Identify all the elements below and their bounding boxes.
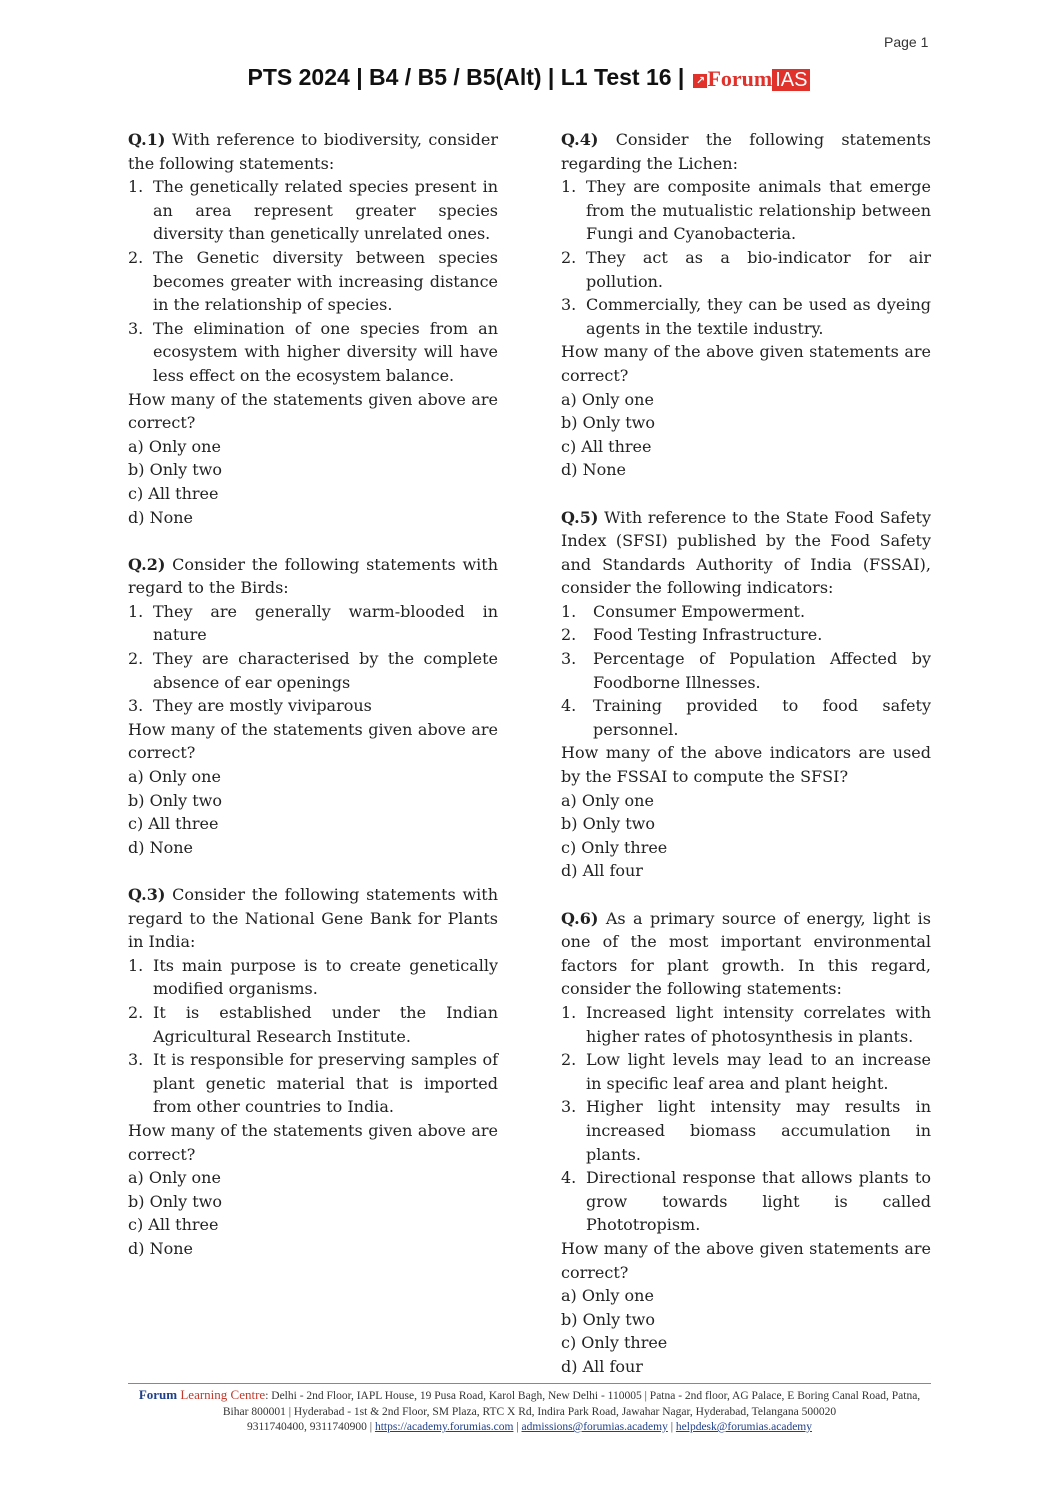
answer-option[interactable]: b) Only two — [561, 413, 655, 433]
question-text: With reference to biodiversity, consider the following statements: — [128, 130, 498, 173]
statement-item — [561, 1166, 931, 1237]
answer-option[interactable]: a) Only one — [128, 436, 221, 456]
statement-number: 3. — [128, 318, 144, 338]
statement-number: 2. — [561, 1050, 577, 1070]
statement-text: The genetically related species present in an area represent greater species diversity than genetically unrelated ones. — [153, 177, 498, 244]
test-title: PTS 2024 | B4 / B5 / B5(Alt) | L1 Test 16 | — [247, 64, 685, 90]
answer-option[interactable]: d) None — [561, 460, 626, 480]
statement-text: It is responsible for preserving samples of plant genetic material that is imported from other countries to India. — [153, 1050, 498, 1117]
question-stem — [128, 553, 498, 600]
statement-number: 1. — [128, 177, 144, 197]
statement-text: Low light levels may lead to an increase in specific leaf area and plant height. — [586, 1050, 931, 1093]
statement-number: 3. — [128, 696, 144, 716]
question-text: Consider the following statements with regard to the Birds: — [128, 554, 498, 598]
statement-number: 3. — [561, 295, 577, 315]
answer-option[interactable]: c) All three — [128, 483, 219, 503]
forumias-logo: ↗ Forum IAS — [693, 66, 810, 92]
question-2 — [128, 553, 498, 860]
question-stem — [128, 883, 498, 954]
answer-option[interactable]: c) All three — [128, 814, 219, 834]
statement-number: 2. — [128, 1002, 144, 1022]
question-number: Q.4) — [561, 130, 599, 149]
question-number: Q.6) — [561, 908, 599, 928]
helpdesk-email-link[interactable]: helpdesk@forumias.academy — [675, 1421, 812, 1433]
question-text: Consider the following statements regarding the Lichen: — [561, 130, 931, 173]
statement-text: Commercially, they can be used as dyeing agents in the textile industry. — [586, 295, 931, 338]
footer-divider — [128, 1383, 931, 1384]
statement-item — [128, 175, 498, 246]
question-prompt: How many of the statements given above are correct? — [128, 389, 498, 433]
statement-item — [561, 175, 931, 246]
question-4 — [561, 128, 931, 482]
question-stem — [561, 506, 931, 600]
question-6 — [561, 907, 931, 1379]
answer-option[interactable]: a) Only one — [561, 389, 654, 409]
statement-number: 2. — [561, 247, 577, 267]
statement-number: 1. — [128, 955, 144, 975]
right-column — [561, 128, 931, 1402]
statement-list — [561, 1001, 931, 1237]
answer-option[interactable]: b) Only two — [128, 460, 222, 480]
statement-text: Increased light intensity correlates with higher rates of photosynthesis in plants. — [586, 1002, 931, 1046]
answer-option[interactable]: b) Only two — [128, 790, 222, 810]
left-column — [128, 128, 498, 1284]
question-prompt: How many of the statements given above are correct? — [128, 1120, 498, 1164]
statement-text: The Genetic diversity between species becomes greater with increasing distance in the relationship of species. — [153, 247, 498, 315]
question-number: Q.1) — [128, 130, 166, 149]
answer-option[interactable]: b) Only two — [128, 1191, 222, 1211]
question-stem — [561, 907, 931, 1001]
statement-item — [128, 1048, 498, 1119]
statement-list — [128, 175, 498, 387]
statement-item — [561, 600, 931, 624]
answer-option[interactable]: d) None — [128, 1238, 193, 1258]
admissions-email-link[interactable]: admissions@forumias.academy — [521, 1421, 668, 1433]
statement-item — [128, 246, 498, 317]
statement-list — [128, 600, 498, 718]
question-number: Q.3) — [128, 885, 166, 904]
statement-list — [128, 954, 498, 1119]
question-prompt: How many of the above indicators are used by the FSSAI to compute the SFSI? — [561, 743, 931, 787]
statement-text: It is established under the Indian Agricultural Research Institute. — [153, 1002, 498, 1046]
statement-text: They are characterised by the complete absence of ear openings — [153, 649, 498, 692]
statement-number: 2. — [128, 247, 144, 267]
question-prompt: How many of the statements given above are correct? — [128, 719, 498, 763]
statement-text: Training provided to food safety personnel. — [593, 696, 931, 739]
answer-option[interactable]: b) Only two — [561, 1309, 655, 1329]
answer-option[interactable]: c) All three — [128, 1215, 219, 1235]
statement-text: They are generally warm-blooded in nature — [153, 601, 498, 645]
statement-text: Directional response that allows plants to grow towards light is called Phototropism. — [586, 1168, 931, 1235]
statement-text: The elimination of one species from an ecosystem with higher diversity will have less effect on the ecosystem balance. — [153, 318, 498, 385]
answer-option[interactable]: b) Only two — [561, 814, 655, 834]
statement-list — [561, 600, 931, 742]
statement-item — [561, 694, 931, 741]
statement-number: 3. — [128, 1050, 144, 1070]
statement-item — [561, 246, 931, 293]
question-stem — [128, 128, 498, 175]
question-5 — [561, 506, 931, 884]
answer-option[interactable]: d) All four — [561, 1356, 643, 1376]
question-stem — [561, 128, 931, 175]
statement-item — [128, 1001, 498, 1048]
statement-number: 3. — [561, 1097, 577, 1117]
question-text: Consider the following statements with regard to the National Gene Bank for Plants in India: — [128, 885, 498, 952]
statement-text: Consumer Empowerment. — [593, 601, 806, 621]
question-1 — [128, 128, 498, 529]
page-header — [0, 64, 1058, 92]
answer-option[interactable]: a) Only one — [561, 790, 654, 810]
statement-item — [561, 1048, 931, 1095]
statement-number: 3. — [561, 649, 577, 669]
page-footer: Forum Learning Centre: Delhi - 2nd Floor, IAPL House, 19 Pusa Road, Karol Bagh, New Delhi - 110005 | Patna - 2nd floor, AG Palace, E Boring Canal Road, Patna, Bihar 800001 | Hyderabad - 1st & 2nd Floor, SM Plaza, RTC X Rd, Indira Park Road, Jawahar Nagar, Hyderabad, Telangana 500020 9311740400, 9311740900 | https://academy.forumias.com | admissions@forumias.academy | helpdesk@forumias.academy — [138, 1387, 921, 1433]
statement-text: Its main purpose is to create genetically modified organisms. — [153, 955, 498, 999]
statement-text: Percentage of Population Affected by Foodborne Illnesses. — [593, 649, 931, 692]
question-number: Q.5) — [561, 507, 599, 527]
statement-item — [128, 954, 498, 1001]
statement-item — [128, 600, 498, 647]
question-number: Q.2) — [128, 554, 166, 574]
statement-text: Food Testing Infrastructure. — [593, 625, 823, 645]
statement-item — [128, 317, 498, 388]
answer-option[interactable]: a) Only one — [561, 1286, 654, 1306]
statement-text: Higher light intensity may results in increased biomass accumulation in plants. — [586, 1097, 931, 1164]
footer-phones: 9311740400, 9311740900 — [246, 1421, 367, 1433]
statement-item — [561, 1095, 931, 1166]
statement-list — [561, 175, 931, 340]
answer-option[interactable]: c) All three — [561, 436, 652, 456]
question-prompt: How many of the above given statements are correct? — [561, 342, 931, 385]
statement-item — [128, 694, 498, 718]
answer-option[interactable]: d) None — [128, 507, 193, 527]
statement-text: They act as a bio-indicator for air pollution. — [586, 247, 931, 291]
question-3 — [128, 883, 498, 1261]
question-text: As a primary source of energy, light is one of the most important environmental factors for plant growth. In this regard, consider the following statements: — [561, 908, 931, 999]
footer-addresses: Delhi - 2nd Floor, IAPL House, 19 Pusa Road, Karol Bagh, New Delhi - 110005 | Patna - 2nd floor, AG Palace, E Boring Canal Road, Patna, Bihar 800001 | Hyderabad - 1st & 2nd Floor, SM Plaza, RTC X Rd, Indira Park Road, Jawahar Nagar, Hyderabad, Telangana 500020 — [222, 1390, 921, 1418]
statement-text: They are composite animals that emerge from the mutualistic relationship between Fungi and Cyanobacteria. — [586, 177, 931, 244]
website-link[interactable]: https://academy.forumias.com — [374, 1421, 514, 1433]
statement-number: 4. — [561, 696, 577, 716]
statement-item — [561, 623, 931, 647]
statement-number: 2. — [128, 649, 144, 669]
answer-option[interactable]: c) Only three — [561, 1333, 668, 1353]
question-prompt: How many of the above given statements are correct? — [561, 1238, 931, 1282]
answer-option[interactable]: a) Only one — [128, 1168, 221, 1188]
statement-number: 4. — [561, 1168, 577, 1188]
statement-number: 1. — [128, 601, 144, 621]
statement-text: They are mostly viviparous — [153, 696, 372, 716]
statement-item — [561, 1001, 931, 1048]
page-number: Page 1 — [884, 34, 929, 50]
answer-option[interactable]: c) Only three — [561, 837, 668, 857]
question-text: With reference to the State Food Safety Index (SFSI) published by the Food Safety and Standards Authority of India (FSSAI), consider the following indicators: — [561, 507, 931, 598]
statement-item — [128, 647, 498, 694]
answer-option[interactable]: d) All four — [561, 861, 643, 881]
answer-option[interactable]: d) None — [128, 837, 193, 857]
arrow-icon: ↗ — [693, 74, 707, 88]
statement-item — [561, 293, 931, 340]
statement-number: 1. — [561, 177, 577, 197]
answer-option[interactable]: a) Only one — [128, 767, 221, 787]
statement-item — [561, 647, 931, 694]
statement-number: 1. — [561, 1002, 577, 1022]
statement-number: 1. — [561, 601, 577, 621]
statement-number: 2. — [561, 625, 577, 645]
